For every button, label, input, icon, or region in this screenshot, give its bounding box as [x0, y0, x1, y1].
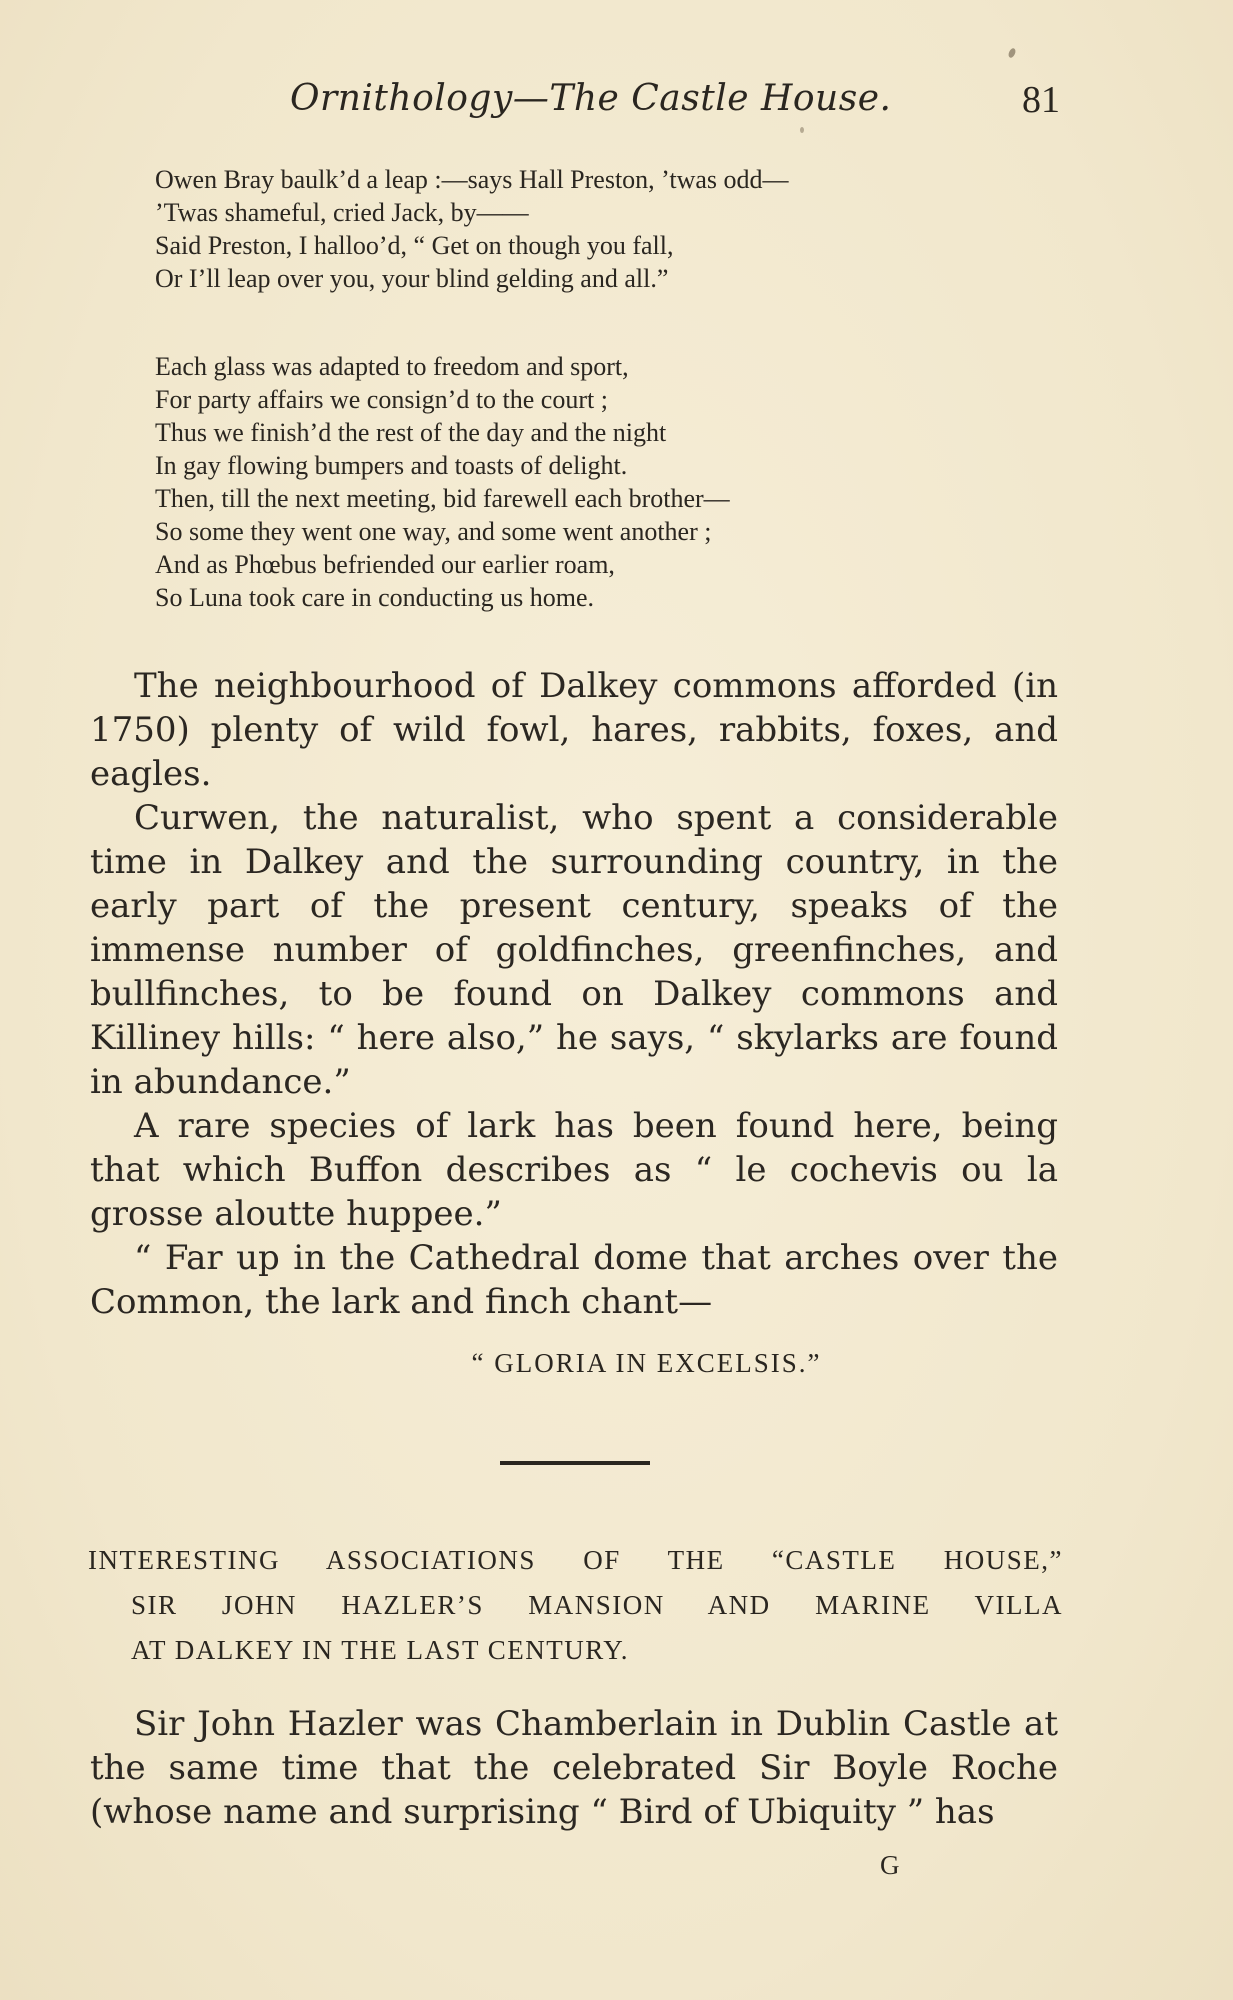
poem-line: And as Phœbus befriended our earlier roam,	[155, 550, 615, 579]
poem-line: In gay flowing bumpers and toasts of delight.	[155, 451, 628, 480]
paragraph: Curwen, the naturalist, who spent a considerable time in Dalkey and the surrounding country, in the early part of the present century, speaks of the immense number of goldfinches, greenfinches, and bullfinches, to be found on Dalkey commons and Killiney hills: “ here also,” he says, “ skylarks are found in abundance.”	[90, 798, 1058, 1102]
heading-line: INTERESTING ASSOCIATIONS OF THE “CASTLE HOUSE,”	[88, 1545, 1063, 1575]
paragraph: “ Far up in the Cathedral dome that arches over the Common, the lark and finch chant—	[90, 1238, 1058, 1322]
page-header	[270, 78, 1060, 128]
poem-line: So some they went one way, and some went another ;	[155, 517, 712, 546]
section-divider	[500, 1461, 650, 1465]
body-text-castle-house	[90, 1702, 1058, 1834]
section-heading	[88, 1538, 1063, 1673]
poem-stanza-2	[155, 350, 1055, 614]
gloria-quote: “ GLORIA IN EXCELSIS.”	[471, 1348, 822, 1378]
heading-line: SIR JOHN HAZLER’S MANSION AND MARINE VILLA	[131, 1590, 1063, 1620]
poem-stanza-1	[155, 163, 1055, 295]
poem-line: Or I’ll leap over you, your blind gelding and all.”	[155, 264, 669, 293]
running-title: Ornithology—The Castle House.	[290, 78, 892, 119]
paragraph: Sir John Hazler was Chamberlain in Dublin Castle at the same time that the celebrated Sir Boyle Roche (whose name and surprising “ Bird of Ubiquity ” has	[90, 1704, 1058, 1832]
poem-line: Each glass was adapted to freedom and sport,	[155, 352, 629, 381]
poem-line: For party affairs we consign’d to the court ;	[155, 385, 608, 414]
page-number: 81	[1022, 79, 1060, 121]
body-text-ornithology	[90, 664, 1058, 1324]
poem-line: Then, till the next meeting, bid farewell each brother—	[155, 484, 730, 513]
paragraph: The neighbourhood of Dalkey commons afforded (in 1750) plenty of wild fowl, hares, rabbits, foxes, and eagles.	[90, 666, 1058, 794]
poem-line: So Luna took care in conducting us home.	[155, 583, 595, 612]
poem-line: Thus we finish’d the rest of the day and the night	[155, 418, 667, 447]
poem-line: ’Twas shameful, cried Jack, by——	[155, 198, 529, 227]
paragraph: A rare species of lark has been found here, being that which Buffon describes as “ le cochevis ou la grosse aloutte huppee.”	[90, 1106, 1058, 1234]
poem-line: Owen Bray baulk’d a leap :—says Hall Preston, ’twas odd—	[155, 165, 789, 194]
ink-speck	[1007, 47, 1017, 59]
poem-line: Said Preston, I halloo’d, “ Get on though you fall,	[155, 231, 674, 260]
signature-mark: G	[880, 1850, 900, 1880]
heading-line: AT DALKEY IN THE LAST CENTURY.	[131, 1635, 630, 1665]
